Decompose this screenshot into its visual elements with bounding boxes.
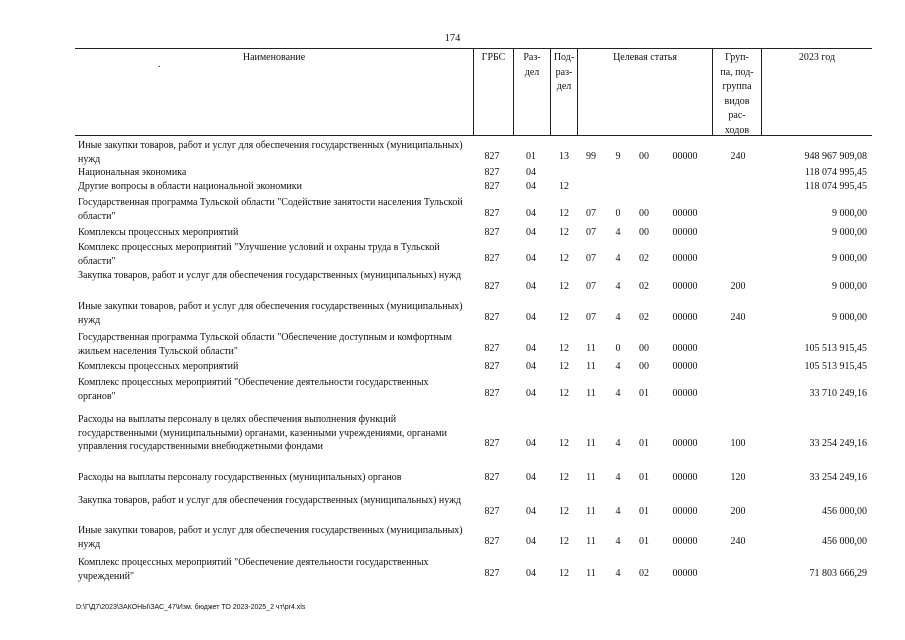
cell-t1: 07 bbox=[586, 227, 596, 238]
table-row bbox=[75, 241, 872, 269]
row-name: Иные закупки товаров, работ и услуг для обеспечения государственных (муниципальных) нужд bbox=[78, 301, 463, 326]
cell-rz: 04 bbox=[526, 388, 536, 399]
cell-rz: 04 bbox=[526, 568, 536, 579]
cell-t1: 11 bbox=[586, 536, 596, 547]
cell-grbs: 827 bbox=[484, 181, 500, 192]
cell-sum: 105 513 915,45 bbox=[804, 361, 867, 372]
cell-vr: 240 bbox=[730, 151, 746, 162]
header-dot: . bbox=[158, 59, 161, 70]
cell-sum: 948 967 909,08 bbox=[804, 151, 867, 162]
cell-rz: 04 bbox=[526, 167, 536, 178]
cell-pr: 12 bbox=[559, 361, 569, 372]
header-sum: 2023 год bbox=[761, 49, 872, 135]
cell-rz: 04 bbox=[526, 208, 536, 219]
cell-pr: 12 bbox=[559, 253, 569, 264]
cell-pr: 12 bbox=[559, 568, 569, 579]
cell-rz: 01 bbox=[526, 151, 536, 162]
cell-pr: 12 bbox=[559, 312, 569, 323]
cell-pr: 12 bbox=[559, 536, 569, 547]
cell-vr: 120 bbox=[730, 472, 746, 483]
cell-grbs: 827 bbox=[484, 438, 500, 449]
cell-t2: 4 bbox=[615, 536, 621, 547]
row-name: Государственная программа Тульской области "Обеспечение доступным и комфортным жильем населения Тульской области" bbox=[78, 332, 452, 357]
cell-t4: 00000 bbox=[672, 312, 698, 323]
cell-grbs: 827 bbox=[484, 208, 500, 219]
cell-t1: 11 bbox=[586, 472, 596, 483]
cell-t1: 11 bbox=[586, 568, 596, 579]
header-name: Наименование bbox=[242, 52, 306, 63]
header-grbs: ГРБС bbox=[473, 49, 513, 135]
table-row bbox=[75, 331, 872, 359]
cell-t2: 4 bbox=[615, 227, 621, 238]
cell-t4: 00000 bbox=[672, 438, 698, 449]
table-row bbox=[75, 524, 872, 552]
cell-grbs: 827 bbox=[484, 472, 500, 483]
cell-sum: 9 000,00 bbox=[832, 253, 867, 264]
cell-grbs: 827 bbox=[484, 343, 500, 354]
cell-sum: 33 710 249,16 bbox=[809, 388, 867, 399]
cell-t1: 07 bbox=[586, 281, 596, 292]
cell-pr: 12 bbox=[559, 506, 569, 517]
cell-grbs: 827 bbox=[484, 506, 500, 517]
cell-sum: 9 000,00 bbox=[832, 281, 867, 292]
table-row bbox=[75, 269, 872, 297]
table-row bbox=[75, 471, 872, 491]
cell-t4: 00000 bbox=[672, 536, 698, 547]
cell-grbs: 827 bbox=[484, 312, 500, 323]
cell-t3: 01 bbox=[639, 506, 649, 517]
cell-grbs: 827 bbox=[484, 227, 500, 238]
table-row bbox=[75, 300, 872, 328]
cell-t2: 4 bbox=[615, 312, 621, 323]
cell-t3: 00 bbox=[639, 361, 649, 372]
cell-t3: 02 bbox=[639, 281, 649, 292]
cell-rz: 04 bbox=[526, 438, 536, 449]
cell-t2: 4 bbox=[615, 281, 621, 292]
cell-t4: 00000 bbox=[672, 361, 698, 372]
cell-t4: 00000 bbox=[672, 281, 698, 292]
cell-t4: 00000 bbox=[672, 506, 698, 517]
cell-rz: 04 bbox=[526, 227, 536, 238]
cell-sum: 9 000,00 bbox=[832, 227, 867, 238]
row-name: Иные закупки товаров, работ и услуг для обеспечения государственных (муниципальных) нужд bbox=[78, 525, 463, 550]
table-row bbox=[75, 494, 872, 522]
cell-sum: 33 254 249,16 bbox=[809, 438, 867, 449]
cell-t1: 11 bbox=[586, 388, 596, 399]
cell-t3: 02 bbox=[639, 253, 649, 264]
cell-vr: 240 bbox=[730, 536, 746, 547]
header-vid: Груп- па, под- группа видов рас- ходов bbox=[712, 49, 761, 135]
cell-t3: 01 bbox=[639, 388, 649, 399]
cell-t1: 07 bbox=[586, 312, 596, 323]
cell-t3: 01 bbox=[639, 438, 649, 449]
cell-t4: 00000 bbox=[672, 208, 698, 219]
table-row bbox=[75, 139, 872, 167]
cell-rz: 04 bbox=[526, 506, 536, 517]
cell-pr: 12 bbox=[559, 281, 569, 292]
cell-rz: 04 bbox=[526, 343, 536, 354]
cell-t3: 01 bbox=[639, 536, 649, 547]
cell-t1: 07 bbox=[586, 253, 596, 264]
cell-t2: 4 bbox=[615, 388, 621, 399]
cell-t3: 02 bbox=[639, 312, 649, 323]
table-row bbox=[75, 196, 872, 224]
row-name: Закупка товаров, работ и услуг для обеспечения государственных (муниципальных) нужд bbox=[78, 270, 462, 281]
cell-t3: 00 bbox=[639, 343, 649, 354]
cell-t1: 11 bbox=[586, 438, 596, 449]
cell-grbs: 827 bbox=[484, 167, 500, 178]
cell-sum: 9 000,00 bbox=[832, 312, 867, 323]
cell-grbs: 827 bbox=[484, 568, 500, 579]
table-row bbox=[75, 226, 872, 240]
cell-pr: 12 bbox=[559, 343, 569, 354]
row-name: Государственная программа Тульской области "Содействие занятости населения Тульской области" bbox=[78, 197, 463, 222]
cell-t2: 4 bbox=[615, 568, 621, 579]
cell-t4: 00000 bbox=[672, 227, 698, 238]
page-number: 174 bbox=[444, 33, 461, 44]
cell-t2: 4 bbox=[615, 438, 621, 449]
cell-t2: 9 bbox=[615, 151, 621, 162]
cell-vr: 100 bbox=[730, 438, 746, 449]
cell-grbs: 827 bbox=[484, 388, 500, 399]
cell-pr: 12 bbox=[559, 438, 569, 449]
cell-pr: 12 bbox=[559, 388, 569, 399]
cell-t4: 00000 bbox=[672, 253, 698, 264]
cell-grbs: 827 bbox=[484, 253, 500, 264]
cell-t2: 0 bbox=[615, 343, 621, 354]
cell-t2: 4 bbox=[615, 472, 621, 483]
cell-sum: 456 000,00 bbox=[822, 506, 867, 517]
cell-rz: 04 bbox=[526, 361, 536, 372]
cell-t1: 07 bbox=[586, 208, 596, 219]
cell-grbs: 827 bbox=[484, 536, 500, 547]
cell-t2: 4 bbox=[615, 253, 621, 264]
cell-t4: 00000 bbox=[672, 568, 698, 579]
cell-pr: 12 bbox=[559, 208, 569, 219]
table-row bbox=[75, 556, 872, 584]
header-target: Целевая статья bbox=[577, 49, 712, 135]
cell-grbs: 827 bbox=[484, 281, 500, 292]
cell-rz: 04 bbox=[526, 536, 536, 547]
cell-grbs: 827 bbox=[484, 151, 500, 162]
cell-t1: 11 bbox=[586, 361, 596, 372]
cell-grbs: 827 bbox=[484, 361, 500, 372]
row-name: Расходы на выплаты персоналу в целях обеспечения выполнения функций государственными (муниципальными) органами, казенными учреждениями, органами управления государственными внебюджетными фондами bbox=[78, 414, 447, 452]
row-name: Расходы на выплаты персоналу государственных (муниципальных) органов bbox=[78, 472, 402, 483]
table-row bbox=[75, 166, 872, 180]
cell-sum: 33 254 249,16 bbox=[809, 472, 867, 483]
cell-rz: 04 bbox=[526, 281, 536, 292]
cell-sum: 71 803 666,29 bbox=[809, 568, 867, 579]
row-name: Другие вопросы в области национальной экономики bbox=[78, 181, 302, 192]
cell-t4: 00000 bbox=[672, 343, 698, 354]
row-name: Комплекс процессных мероприятий "Улучшение условий и охраны труда в Тульской области" bbox=[78, 242, 440, 267]
cell-t3: 00 bbox=[639, 151, 649, 162]
row-name: Национальная экономика bbox=[78, 167, 187, 178]
header-podrazdel: Под- раз- дел bbox=[550, 49, 577, 135]
row-name: Комплексы процессных мероприятий bbox=[78, 227, 239, 238]
cell-t4: 00000 bbox=[672, 472, 698, 483]
cell-sum: 456 000,00 bbox=[822, 536, 867, 547]
table-header bbox=[75, 48, 872, 136]
row-name: Комплексы процессных мероприятий bbox=[78, 361, 239, 372]
cell-pr: 12 bbox=[559, 181, 569, 192]
cell-pr: 12 bbox=[559, 227, 569, 238]
table-row bbox=[75, 376, 872, 404]
cell-pr: 13 bbox=[559, 151, 569, 162]
cell-t3: 02 bbox=[639, 568, 649, 579]
cell-vr: 240 bbox=[730, 312, 746, 323]
table-row bbox=[75, 413, 872, 469]
cell-t3: 00 bbox=[639, 208, 649, 219]
cell-sum: 9 000,00 bbox=[832, 208, 867, 219]
cell-t1: 11 bbox=[586, 343, 596, 354]
row-name: Закупка товаров, работ и услуг для обеспечения государственных (муниципальных) нужд bbox=[78, 495, 462, 506]
table-row bbox=[75, 360, 872, 374]
header-razdel: Раз- дел bbox=[513, 49, 550, 135]
cell-rz: 04 bbox=[526, 312, 536, 323]
cell-t3: 01 bbox=[639, 472, 649, 483]
cell-sum: 105 513 915,45 bbox=[804, 343, 867, 354]
cell-t2: 4 bbox=[615, 361, 621, 372]
cell-rz: 04 bbox=[526, 253, 536, 264]
cell-t2: 4 bbox=[615, 506, 621, 517]
cell-pr: 12 bbox=[559, 472, 569, 483]
row-name: Иные закупки товаров, работ и услуг для обеспечения государственных (муниципальных) нужд bbox=[78, 140, 463, 165]
cell-sum: 118 074 995,45 bbox=[804, 181, 867, 192]
cell-rz: 04 bbox=[526, 181, 536, 192]
cell-vr: 200 bbox=[730, 281, 746, 292]
cell-vr: 200 bbox=[730, 506, 746, 517]
cell-t4: 00000 bbox=[672, 151, 698, 162]
footer-path: D:\Г\Д7\2023\ЗАКОНЫ\ЗАС_47\Изм. бюджет ТО 2023-2025_2 чт\pr4.xls bbox=[76, 604, 306, 611]
cell-t1: 11 bbox=[586, 506, 596, 517]
table-row bbox=[75, 180, 872, 194]
cell-rz: 04 bbox=[526, 472, 536, 483]
cell-sum: 118 074 995,45 bbox=[804, 167, 867, 178]
cell-t4: 00000 bbox=[672, 388, 698, 399]
cell-t3: 00 bbox=[639, 227, 649, 238]
cell-t2: 0 bbox=[615, 208, 621, 219]
row-name: Комплекс процессных мероприятий "Обеспечение деятельности государственных органов" bbox=[78, 377, 429, 402]
row-name: Комплекс процессных мероприятий "Обеспечение деятельности государственных учреждений" bbox=[78, 557, 429, 582]
cell-t1: 99 bbox=[586, 151, 596, 162]
